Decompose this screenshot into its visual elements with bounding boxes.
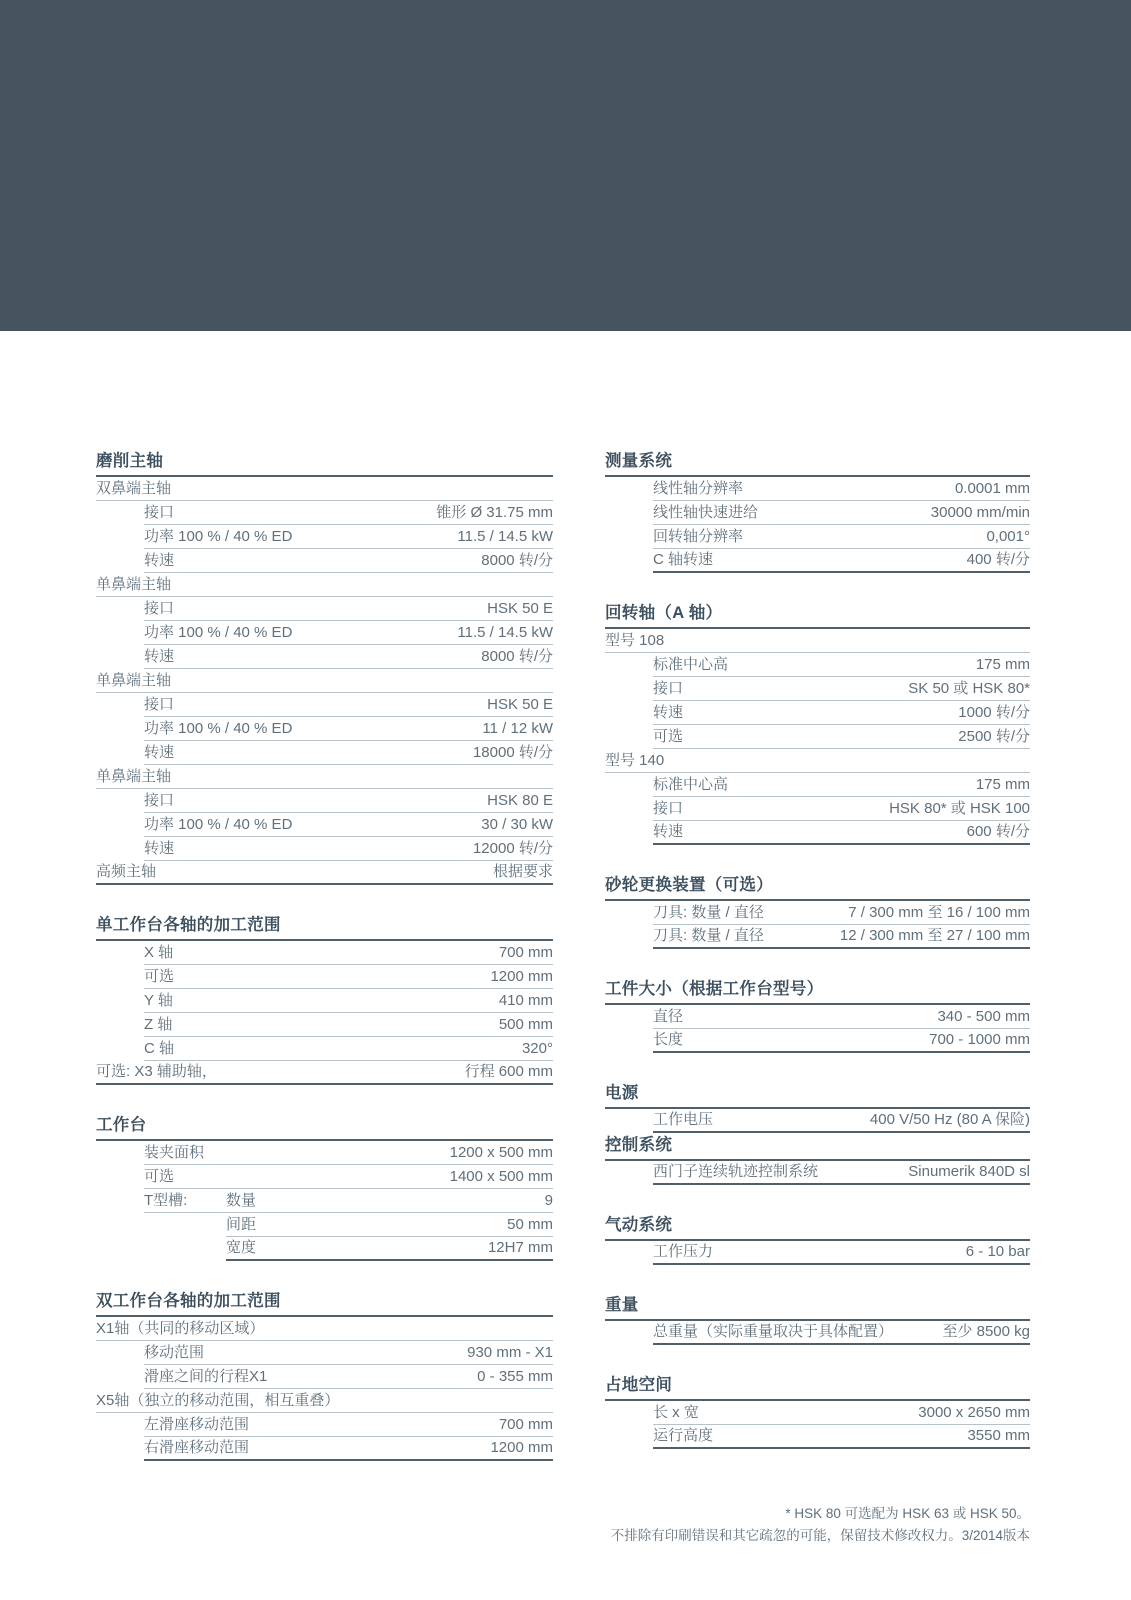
spec-row: [96, 1061, 553, 1085]
spec-row: [653, 773, 1030, 797]
spec-row: [653, 1161, 1030, 1185]
spec-value: 1200 x 500 mm: [449, 1144, 553, 1161]
spec-row: [226, 1213, 553, 1237]
spec-value: 8000 转/分: [481, 552, 553, 569]
spec-row: [144, 501, 553, 525]
spec-row: [653, 821, 1030, 845]
spec-row: [653, 1005, 1030, 1029]
spec-label: 长度: [653, 1031, 684, 1048]
spec-value: 2500 转/分: [958, 728, 1030, 745]
spec-section: [96, 1291, 553, 1461]
spec-label: 接口: [144, 696, 175, 713]
footnote-line: * HSK 80 可选配为 HSK 63 或 HSK 50。: [785, 1506, 1030, 1521]
spec-value: 11.5 / 14.5 kW: [457, 528, 553, 545]
spec-value: 至少 8500 kg: [942, 1323, 1030, 1340]
spec-value: 410 mm: [498, 992, 553, 1009]
spec-value: 行程 600 mm: [464, 1063, 553, 1080]
spec-value: 930 mm - X1: [467, 1344, 553, 1361]
spec-label: 左滑座移动范围: [144, 1416, 250, 1433]
spec-value: 700 mm: [498, 1416, 553, 1433]
spec-label: 功率 100 % / 40 % ED: [144, 528, 293, 545]
spec-row: [144, 645, 553, 669]
spec-value: 600 转/分: [966, 823, 1030, 840]
spec-label: 转速: [653, 704, 684, 721]
spec-label: 功率 100 % / 40 % ED: [144, 720, 293, 737]
spec-row: [144, 989, 553, 1013]
spec-column-left: [96, 451, 553, 1461]
spec-label: 可选: [653, 728, 684, 745]
section-title: 砂轮更换装置（可选）: [605, 875, 1030, 901]
spec-label: 长 x 宽: [653, 1404, 699, 1421]
spec-label: C 轴转速: [653, 551, 714, 568]
section-title: 回转轴（A 轴）: [605, 603, 1030, 629]
spec-row: [144, 741, 553, 765]
spec-value: Sinumerik 840D sl: [908, 1163, 1030, 1180]
spec-label: 转速: [144, 840, 175, 857]
spec-label: Z 轴: [144, 1016, 173, 1033]
spec-value: 0.0001 mm: [954, 480, 1030, 497]
spec-label: 右滑座移动范围: [144, 1439, 250, 1456]
spec-label: 总重量（实际重量取决于具体配置）: [653, 1323, 894, 1340]
spec-value: 0 - 355 mm: [477, 1368, 553, 1385]
spec-row: [144, 1365, 553, 1389]
spec-label: 型号 140: [605, 752, 665, 769]
spec-value: 3550 mm: [967, 1427, 1030, 1444]
section-title: 控制系统: [605, 1135, 1030, 1161]
footnote-line: 不排除有印刷错误和其它疏忽的可能，保留技术修改权力。3/2014版本: [610, 1528, 1030, 1543]
spec-section: [96, 1115, 553, 1261]
spec-label: 转速: [144, 744, 175, 761]
spec-label: 刀具: 数量 / 直径: [653, 904, 764, 921]
spec-row: [653, 925, 1030, 949]
spec-label: 线性轴快速进给: [653, 504, 759, 521]
spec-label: 双鼻端主轴: [96, 480, 172, 497]
spec-column-right: [605, 451, 1030, 1461]
spec-value: SK 50 或 HSK 80*: [908, 680, 1030, 697]
spec-section: [605, 1215, 1030, 1265]
spec-value: 根据要求: [492, 863, 553, 880]
spec-value: 1400 x 500 mm: [449, 1168, 553, 1185]
spec-value: 8000 转/分: [481, 648, 553, 665]
spec-label: 接口: [653, 680, 684, 697]
spec-label: 工作压力: [653, 1243, 714, 1260]
spec-section: [605, 979, 1030, 1053]
spec-label: 标准中心高: [653, 776, 729, 793]
spec-label: 装夹面积: [144, 1144, 205, 1161]
spec-row: [653, 1029, 1030, 1053]
spec-value: 18000 转/分: [472, 744, 553, 761]
spec-row: [144, 1141, 553, 1165]
spec-label: 接口: [653, 800, 684, 817]
footnote: [0, 1503, 1030, 1547]
spec-label: X 轴: [144, 944, 174, 961]
spec-value: 6 - 10 bar: [965, 1243, 1030, 1260]
spec-row: [653, 549, 1030, 573]
spec-row: [144, 1341, 553, 1365]
spec-value: 1200 mm: [490, 968, 553, 985]
spec-section: [605, 1083, 1030, 1133]
spec-row: [653, 797, 1030, 821]
spec-section: [605, 875, 1030, 949]
spec-value: HSK 80 E: [487, 792, 553, 809]
spec-label: 型号 108: [605, 632, 665, 649]
spec-value: 1000 转/分: [958, 704, 1030, 721]
spec-row: [653, 501, 1030, 525]
spec-label: 功率 100 % / 40 % ED: [144, 816, 293, 833]
spec-label: 接口: [144, 792, 175, 809]
spec-subgroup-row: [96, 573, 553, 597]
spec-value: 400 转/分: [966, 551, 1030, 568]
spec-value: 12 / 300 mm 至 27 / 100 mm: [839, 927, 1030, 944]
spec-row: [653, 1425, 1030, 1449]
spec-value: 12000 转/分: [472, 840, 553, 857]
spec-subgroup-row: [96, 1317, 553, 1341]
spec-label: 间距: [226, 1216, 257, 1233]
spec-row: [144, 693, 553, 717]
spec-label: 可选: [144, 968, 175, 985]
spec-label: 转速: [653, 823, 684, 840]
spec-label: 单鼻端主轴: [96, 672, 172, 689]
spec-sheet: [96, 451, 1030, 1461]
spec-label: Y 轴: [144, 992, 173, 1009]
spec-subgroup-row: [96, 477, 553, 501]
spec-row: [653, 901, 1030, 925]
spec-label: C 轴: [144, 1040, 175, 1057]
spec-row: [96, 861, 553, 885]
spec-value: HSK 80* 或 HSK 100: [889, 800, 1030, 817]
spec-row: [653, 701, 1030, 725]
spec-section: [605, 1135, 1030, 1185]
spec-value: 175 mm: [975, 656, 1030, 673]
header-image-block: [0, 0, 1131, 331]
spec-row: [144, 837, 553, 861]
spec-subgroup-row: [605, 749, 1030, 773]
spec-value: HSK 50 E: [487, 696, 553, 713]
spec-section: [96, 915, 553, 1085]
spec-value: 400 V/50 Hz (80 A 保险): [869, 1111, 1030, 1128]
spec-label: 单鼻端主轴: [96, 576, 172, 593]
spec-value: 500 mm: [498, 1016, 553, 1033]
section-title: 电源: [605, 1083, 1030, 1109]
spec-value: 340 - 500 mm: [937, 1008, 1030, 1025]
spec-label: 工作电压: [653, 1111, 714, 1128]
spec-subgroup-row: [96, 669, 553, 693]
spec-label: 转速: [144, 552, 175, 569]
spec-value: 11.5 / 14.5 kW: [457, 624, 553, 641]
spec-row: [144, 549, 553, 573]
spec-value: 7 / 300 mm 至 16 / 100 mm: [848, 904, 1030, 921]
section-title: 测量系统: [605, 451, 1030, 477]
spec-value: 12H7 mm: [487, 1239, 553, 1256]
spec-section: [605, 1375, 1030, 1449]
spec-subgroup-row: [96, 1389, 553, 1413]
spec-subgroup-row: [96, 765, 553, 789]
spec-row: [226, 1237, 553, 1261]
spec-value: 0,001°: [986, 528, 1030, 545]
spec-value: 700 - 1000 mm: [929, 1031, 1030, 1048]
spec-label: 接口: [144, 504, 175, 521]
section-title: 工件大小（根据工作台型号）: [605, 979, 1030, 1005]
spec-value: 锥形 Ø 31.75 mm: [436, 504, 553, 521]
section-title: 双工作台各轴的加工范围: [96, 1291, 553, 1317]
spec-row: [144, 597, 553, 621]
spec-label: 移动范围: [144, 1344, 205, 1361]
spec-label: 可选: [144, 1168, 175, 1185]
section-title: 气动系统: [605, 1215, 1030, 1241]
spec-row: [144, 621, 553, 645]
spec-value: 3000 x 2650 mm: [918, 1404, 1030, 1421]
spec-section: [605, 451, 1030, 573]
spec-row: [144, 965, 553, 989]
spec-label: 宽度: [226, 1239, 257, 1256]
spec-label: 标准中心高: [653, 656, 729, 673]
spec-row: [144, 813, 553, 837]
spec-label: 高频主轴: [96, 863, 157, 880]
spec-section: [605, 1295, 1030, 1345]
section-title: 工作台: [96, 1115, 553, 1141]
spec-row: [144, 1013, 553, 1037]
spec-label: T型槽:: [144, 1192, 188, 1209]
spec-label: 功率 100 % / 40 % ED: [144, 624, 293, 641]
spec-value: 320°: [521, 1040, 553, 1057]
spec-section: [605, 603, 1030, 845]
spec-label: 接口: [144, 600, 175, 617]
spec-label: X5轴（独立的移动范围，相互重叠）: [96, 1392, 340, 1409]
spec-label: 刀具: 数量 / 直径: [653, 927, 764, 944]
section-title: 重量: [605, 1295, 1030, 1321]
spec-row: [653, 477, 1030, 501]
spec-value: 9: [544, 1192, 553, 1209]
spec-subgroup-row: [605, 629, 1030, 653]
spec-section: [96, 451, 553, 885]
spec-label: 直径: [653, 1008, 684, 1025]
spec-row: [144, 1189, 553, 1213]
section-title: 占地空间: [605, 1375, 1030, 1401]
spec-row: [144, 789, 553, 813]
spec-label: 线性轴分辨率: [653, 480, 744, 497]
spec-value: 30000 mm/min: [930, 504, 1030, 521]
spec-value: 11 / 12 kW: [482, 720, 553, 737]
spec-row: [144, 941, 553, 965]
spec-row: [653, 725, 1030, 749]
spec-row: [653, 1109, 1030, 1133]
spec-label: 单鼻端主轴: [96, 768, 172, 785]
spec-row: [144, 1437, 553, 1461]
spec-row: [653, 653, 1030, 677]
spec-label: X1轴（共同的移动区域）: [96, 1320, 265, 1337]
spec-label: 回转轴分辨率: [653, 528, 744, 545]
spec-value: 50 mm: [507, 1216, 553, 1233]
spec-value: 1200 mm: [490, 1439, 553, 1456]
spec-value: HSK 50 E: [487, 600, 553, 617]
spec-row: [144, 525, 553, 549]
spec-row: [653, 1321, 1030, 1345]
section-title: 磨削主轴: [96, 451, 553, 477]
spec-label: 可选: X3 辅助轴，: [96, 1063, 217, 1080]
spec-row: [144, 1037, 553, 1061]
spec-label: 西门子连续轨迹控制系统: [653, 1163, 819, 1180]
spec-row: [653, 677, 1030, 701]
spec-value: 700 mm: [498, 944, 553, 961]
spec-row: [144, 717, 553, 741]
spec-label: 滑座之间的行程X1: [144, 1368, 268, 1385]
spec-value: 175 mm: [975, 776, 1030, 793]
section-title: 单工作台各轴的加工范围: [96, 915, 553, 941]
spec-label: 运行高度: [653, 1427, 714, 1444]
spec-sublabel: 数量: [226, 1192, 257, 1209]
spec-row: [144, 1413, 553, 1437]
spec-row: [653, 1401, 1030, 1425]
spec-label: 转速: [144, 648, 175, 665]
spec-value: 30 / 30 kW: [481, 816, 553, 833]
spec-row: [653, 525, 1030, 549]
spec-row: [144, 1165, 553, 1189]
spec-row: [653, 1241, 1030, 1265]
